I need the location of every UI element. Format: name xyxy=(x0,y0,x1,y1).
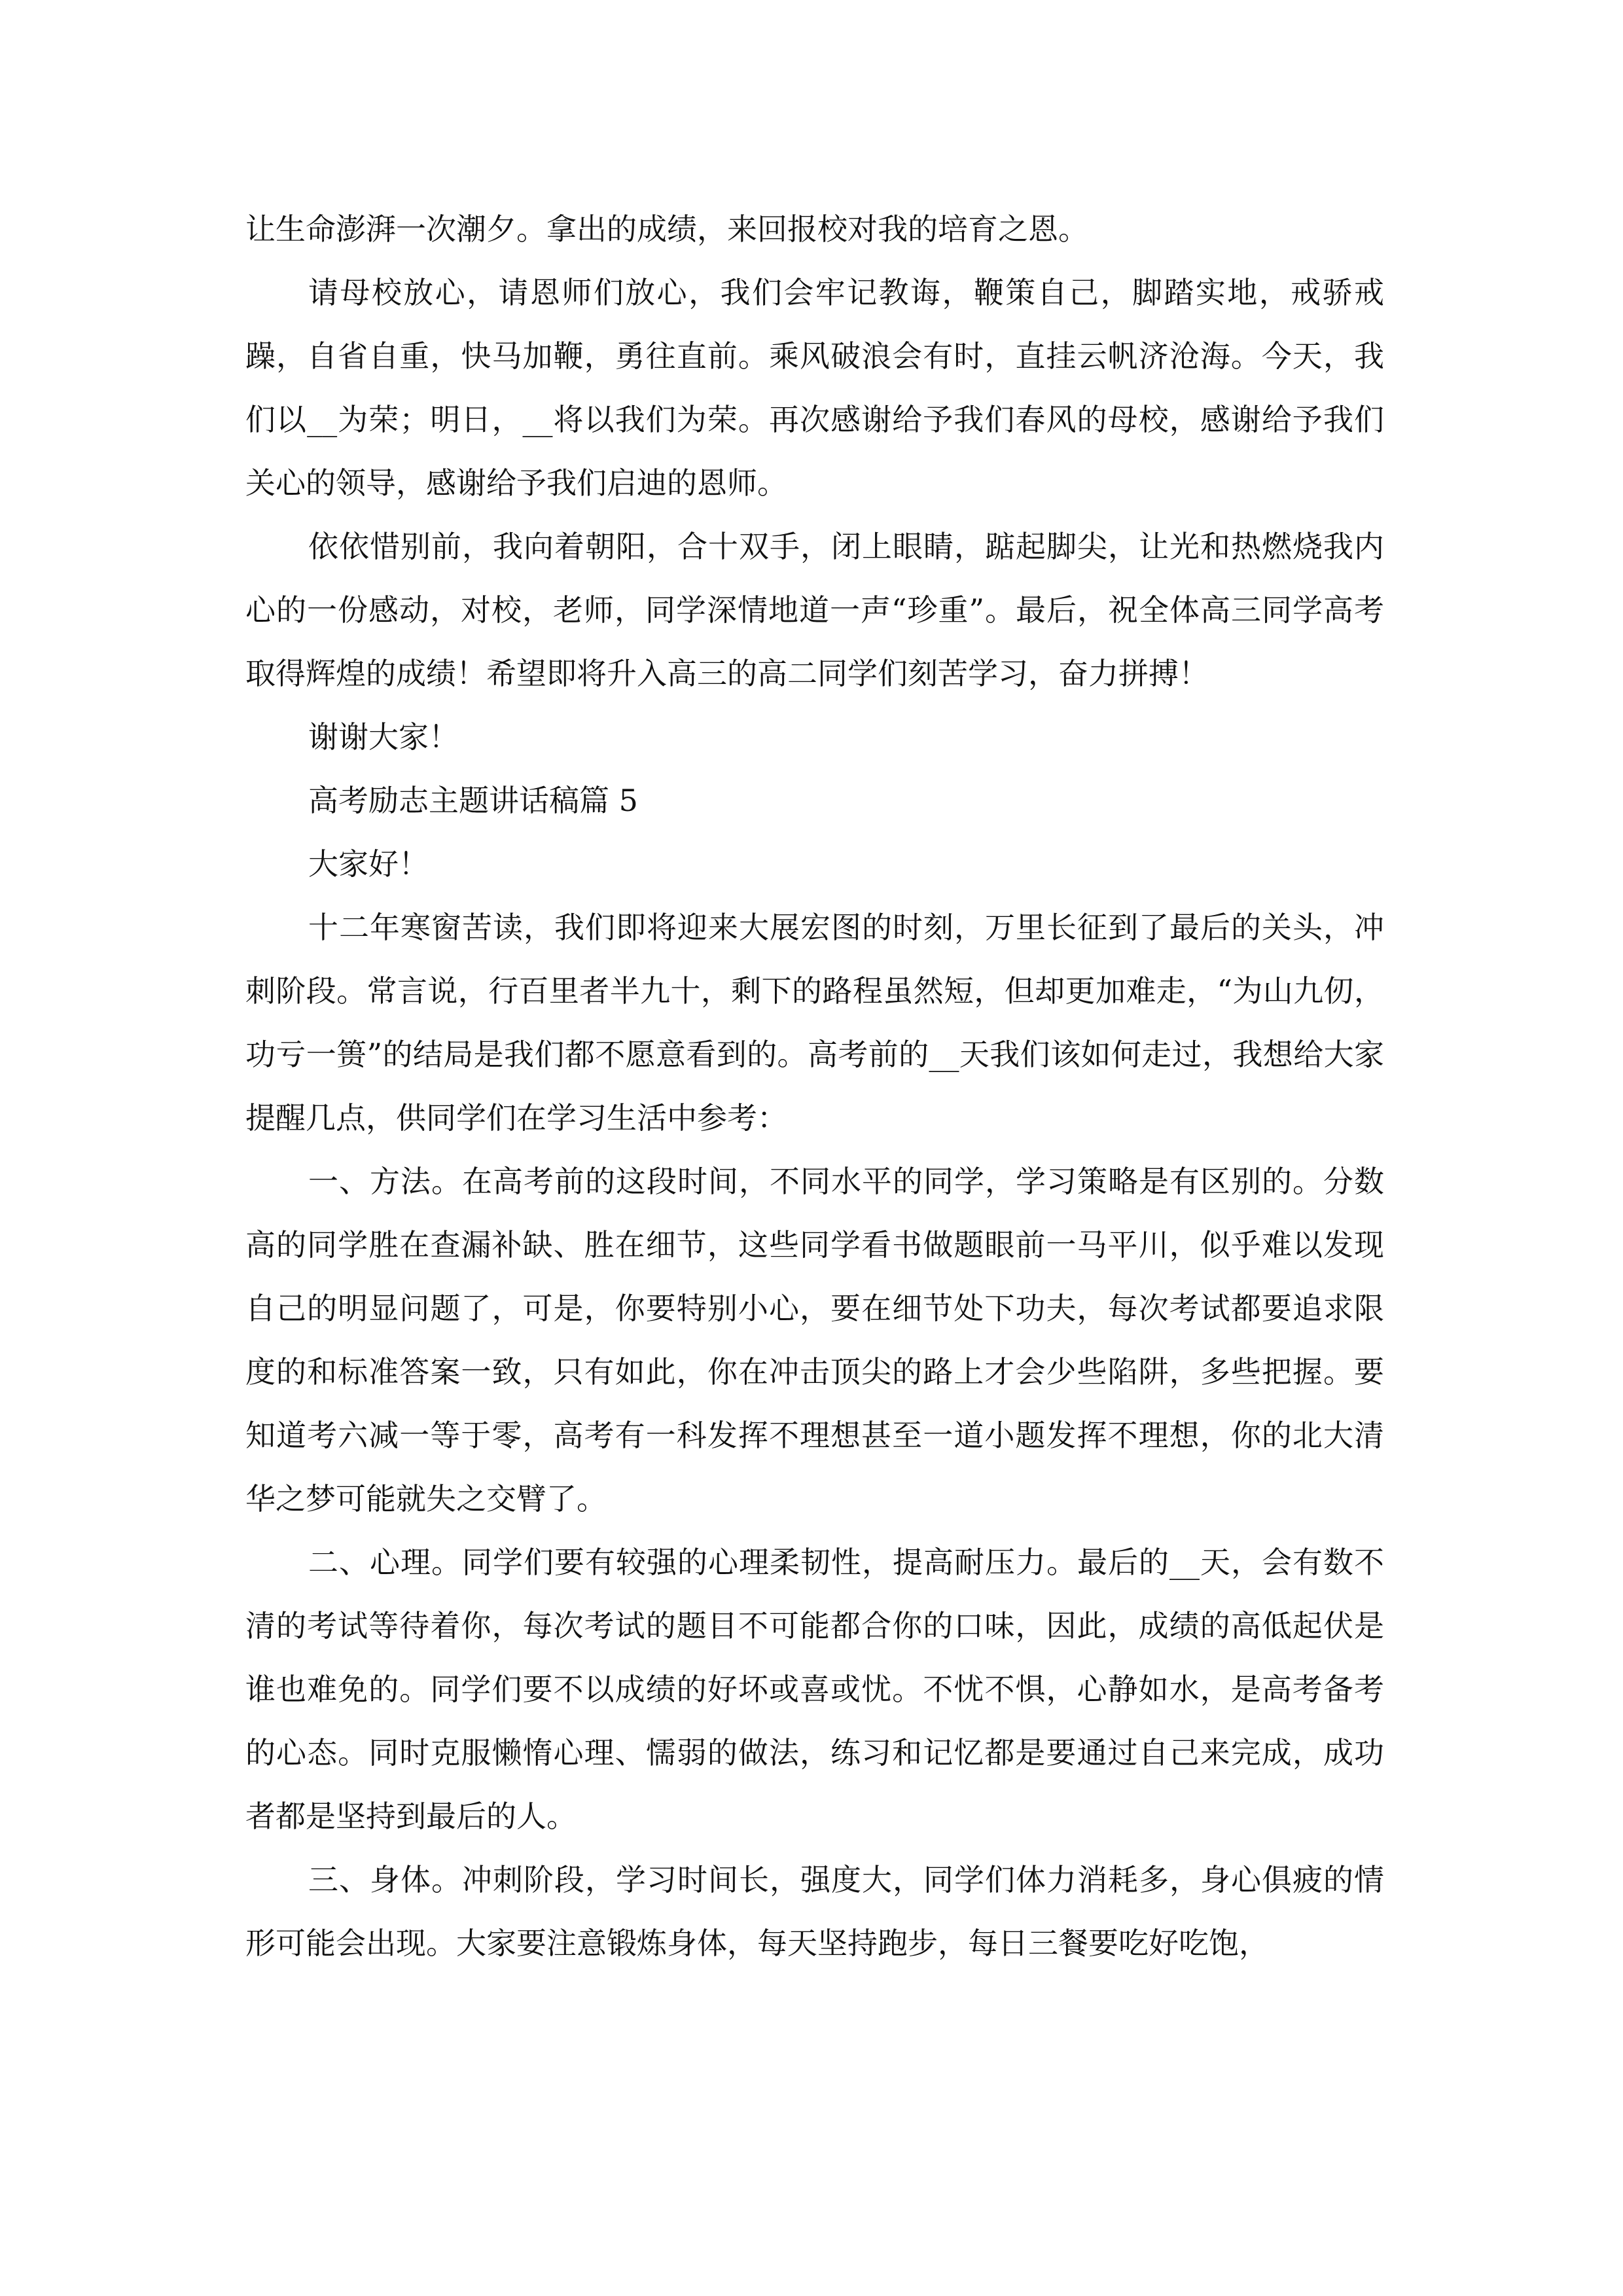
paragraph: 二、心理。同学们要有较强的心理柔韧性，提高耐压力。最后的__天，会有数不清的考试等待着你，每次考试的题目不可能都合你的口味，因此，成绩的高低起伏是谁也难免的。同学们要不以成绩的好坏或喜或忧。不忧不惧，心静如水，是高考备考的心态。同时克服懒惰心理、懦弱的做法，练习和记忆都是要通过自己来完成，成功者都是坚持到最后的人。 xyxy=(245,1545,1384,1834)
paragraph: 三、身体。冲刺阶段，学习时间长，强度大，同学们体力消耗多，身心俱疲的情形可能会出现。大家要注意锻炼身体，每天坚持跑步，每日三餐要吃好吃饱， xyxy=(245,1862,1384,1961)
paragraph: 让生命澎湃一次潮夕。拿出的成绩，来回报校对我的培育之恩。 xyxy=(245,211,1088,247)
paragraph: 依依惜别前，我向着朝阳，合十双手，闭上眼睛，踮起脚尖，让光和热燃烧我内心的一份感动，对校，老师，同学深情地道一声“珍重”。最后，祝全体高三同学高考取得辉煌的成绩！希望即将升入高三的高二同学们刻苦学习，奋力拼搏！ xyxy=(245,529,1384,691)
closing-line: 谢谢大家！ xyxy=(308,719,459,755)
paragraph: 请母校放心，请恩师们放心，我们会牢记教诲，鞭策自己，脚踏实地，戒骄戒躁，自省自重，快马加鞭，勇往直前。乘风破浪会有时，直挂云帆济沧海。今天，我们以__为荣；明日，__将以我们为荣。再次感谢给予我们春风的母校，感谢给予我们关心的领导，感谢给予我们启迪的恩师。 xyxy=(245,275,1384,501)
greeting-line: 大家好！ xyxy=(308,846,429,882)
document-body xyxy=(245,198,1384,1975)
section-heading: 高考励志主题讲话稿篇 5 xyxy=(308,783,638,818)
paragraph: 一、方法。在高考前的这段时间，不同水平的同学，学习策略是有区别的。分数高的同学胜在查漏补缺、胜在细节，这些同学看书做题眼前一马平川，似乎难以发现自己的明显问题了，可是，你要特别小心，要在细节处下功夫，每次考试都要追求限度的和标准答案一致，只有如此，你在冲击顶尖的路上才会少些陷阱，多些把握。要知道考六减一等于零，高考有一科发挥不理想甚至一道小题发挥不理想，你的北大清华之梦可能就失之交臂了。 xyxy=(245,1164,1384,1516)
paragraph: 十二年寒窗苦读，我们即将迎来大展宏图的时刻，万里长征到了最后的关头，冲刺阶段。常言说，行百里者半九十，剩下的路程虽然短，但却更加难走，“为山九仞，功亏一篑”的结局是我们都不愿意看到的。高考前的__天我们该如何走过，我想给大家提醒几点，供同学们在学习生活中参考： xyxy=(245,910,1384,1136)
